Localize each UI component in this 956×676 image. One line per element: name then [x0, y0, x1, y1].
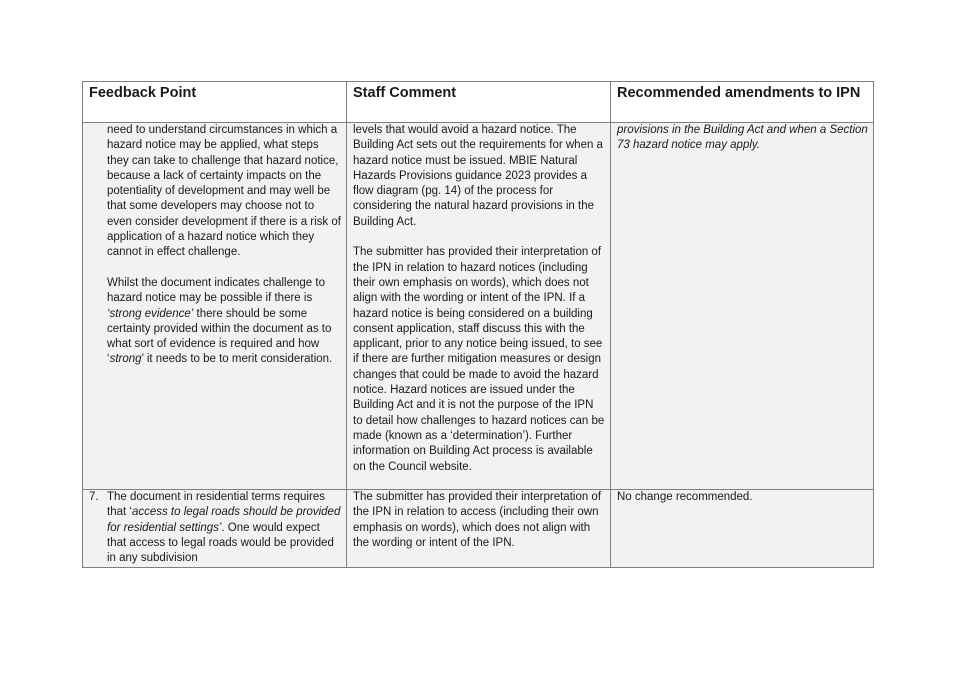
feedback-paragraph: need to understand circumstances in which a hazard notice may be applied, what steps they can take to challenge that hazard notice, because a lack of certainty impacts on the potentiality of development and may well be that some developers may choose not to even consider development if there is a risk of application of a hazard notice which they cannot in effect challenge. [107, 124, 341, 259]
row-number [89, 123, 107, 489]
staff-paragraph: levels that would avoid a hazard notice. The Building Act sets out the requirements for when a hazard notice must be issued. MBIE Natural Hazards Provisions guidance 2023 provides a flow diagram (pg. 14) of the process for considering the natural hazard provisions in the Building Act. [353, 124, 603, 228]
feedback-cell [83, 490, 347, 567]
feedback-paragraph [107, 276, 342, 368]
recommended-cell [611, 490, 873, 567]
recommended-cell [611, 123, 873, 489]
text-run: . One would expect that access to legal roads would be provided in any subdivision [107, 521, 334, 565]
feedback-text [107, 490, 342, 567]
header-feedback-point: Feedback Point [83, 82, 347, 122]
emphasis-text: access to legal roads should be provided for residential settings’ [107, 506, 341, 534]
text-run: there should be some certainty provided within the document as to what sort of evidence is required and how ‘ [107, 307, 332, 366]
emphasis-text: provisions in the Building Act and when a Section 73 hazard notice may apply. [617, 124, 868, 152]
header-recommended-amendments: Recommended amendments to IPN [617, 85, 861, 101]
row-number: 7. [89, 491, 99, 503]
text-run: ’ it needs to be to merit consideration. [141, 353, 333, 366]
recommended-text [617, 123, 869, 154]
staff-paragraph: The submitter has provided their interpretation of the IPN in relation to hazard notices (including their own emphasis on words), which does not align with the wording or intent of the IPN. If a hazard notice is being considered on a building consent application, staff discuss this with the applicant, prior to any notice being issued, to see if there are further mitigation measures or design changes that could be made to avoid the hazard notice. Hazard notices are issued under the Building Act and it is not the purpose of the IPN to detail how challenges to hazard notices can be made (known as a ‘determination’). Further information on Building Act process is available on the Council website. [353, 246, 605, 473]
feedback-paragraph [107, 490, 342, 566]
table-header-row [83, 82, 873, 123]
text-run: The document in residential terms requires that ‘ [107, 491, 325, 519]
table-row [83, 123, 873, 490]
feedback-text [107, 123, 342, 489]
text-run: Whilst the document indicates challenge to hazard notice may be possible if there is [107, 276, 325, 305]
emphasis-text: ‘strong evidence’ [107, 307, 194, 320]
staff-paragraph: The submitter has provided their interpretation of the IPN in relation to access (including their own emphasis on words), which does not align with the wording or intent of the IPN. [353, 491, 602, 549]
table-row [83, 490, 873, 567]
emphasis-text: strong [109, 353, 142, 366]
feedback-table [82, 81, 874, 568]
header-staff-comment: Staff Comment [347, 82, 611, 122]
feedback-cell [83, 123, 347, 489]
recommended-text: No change recommended. [617, 491, 753, 503]
staff-comment-cell [347, 123, 611, 489]
staff-comment-cell [347, 490, 611, 567]
